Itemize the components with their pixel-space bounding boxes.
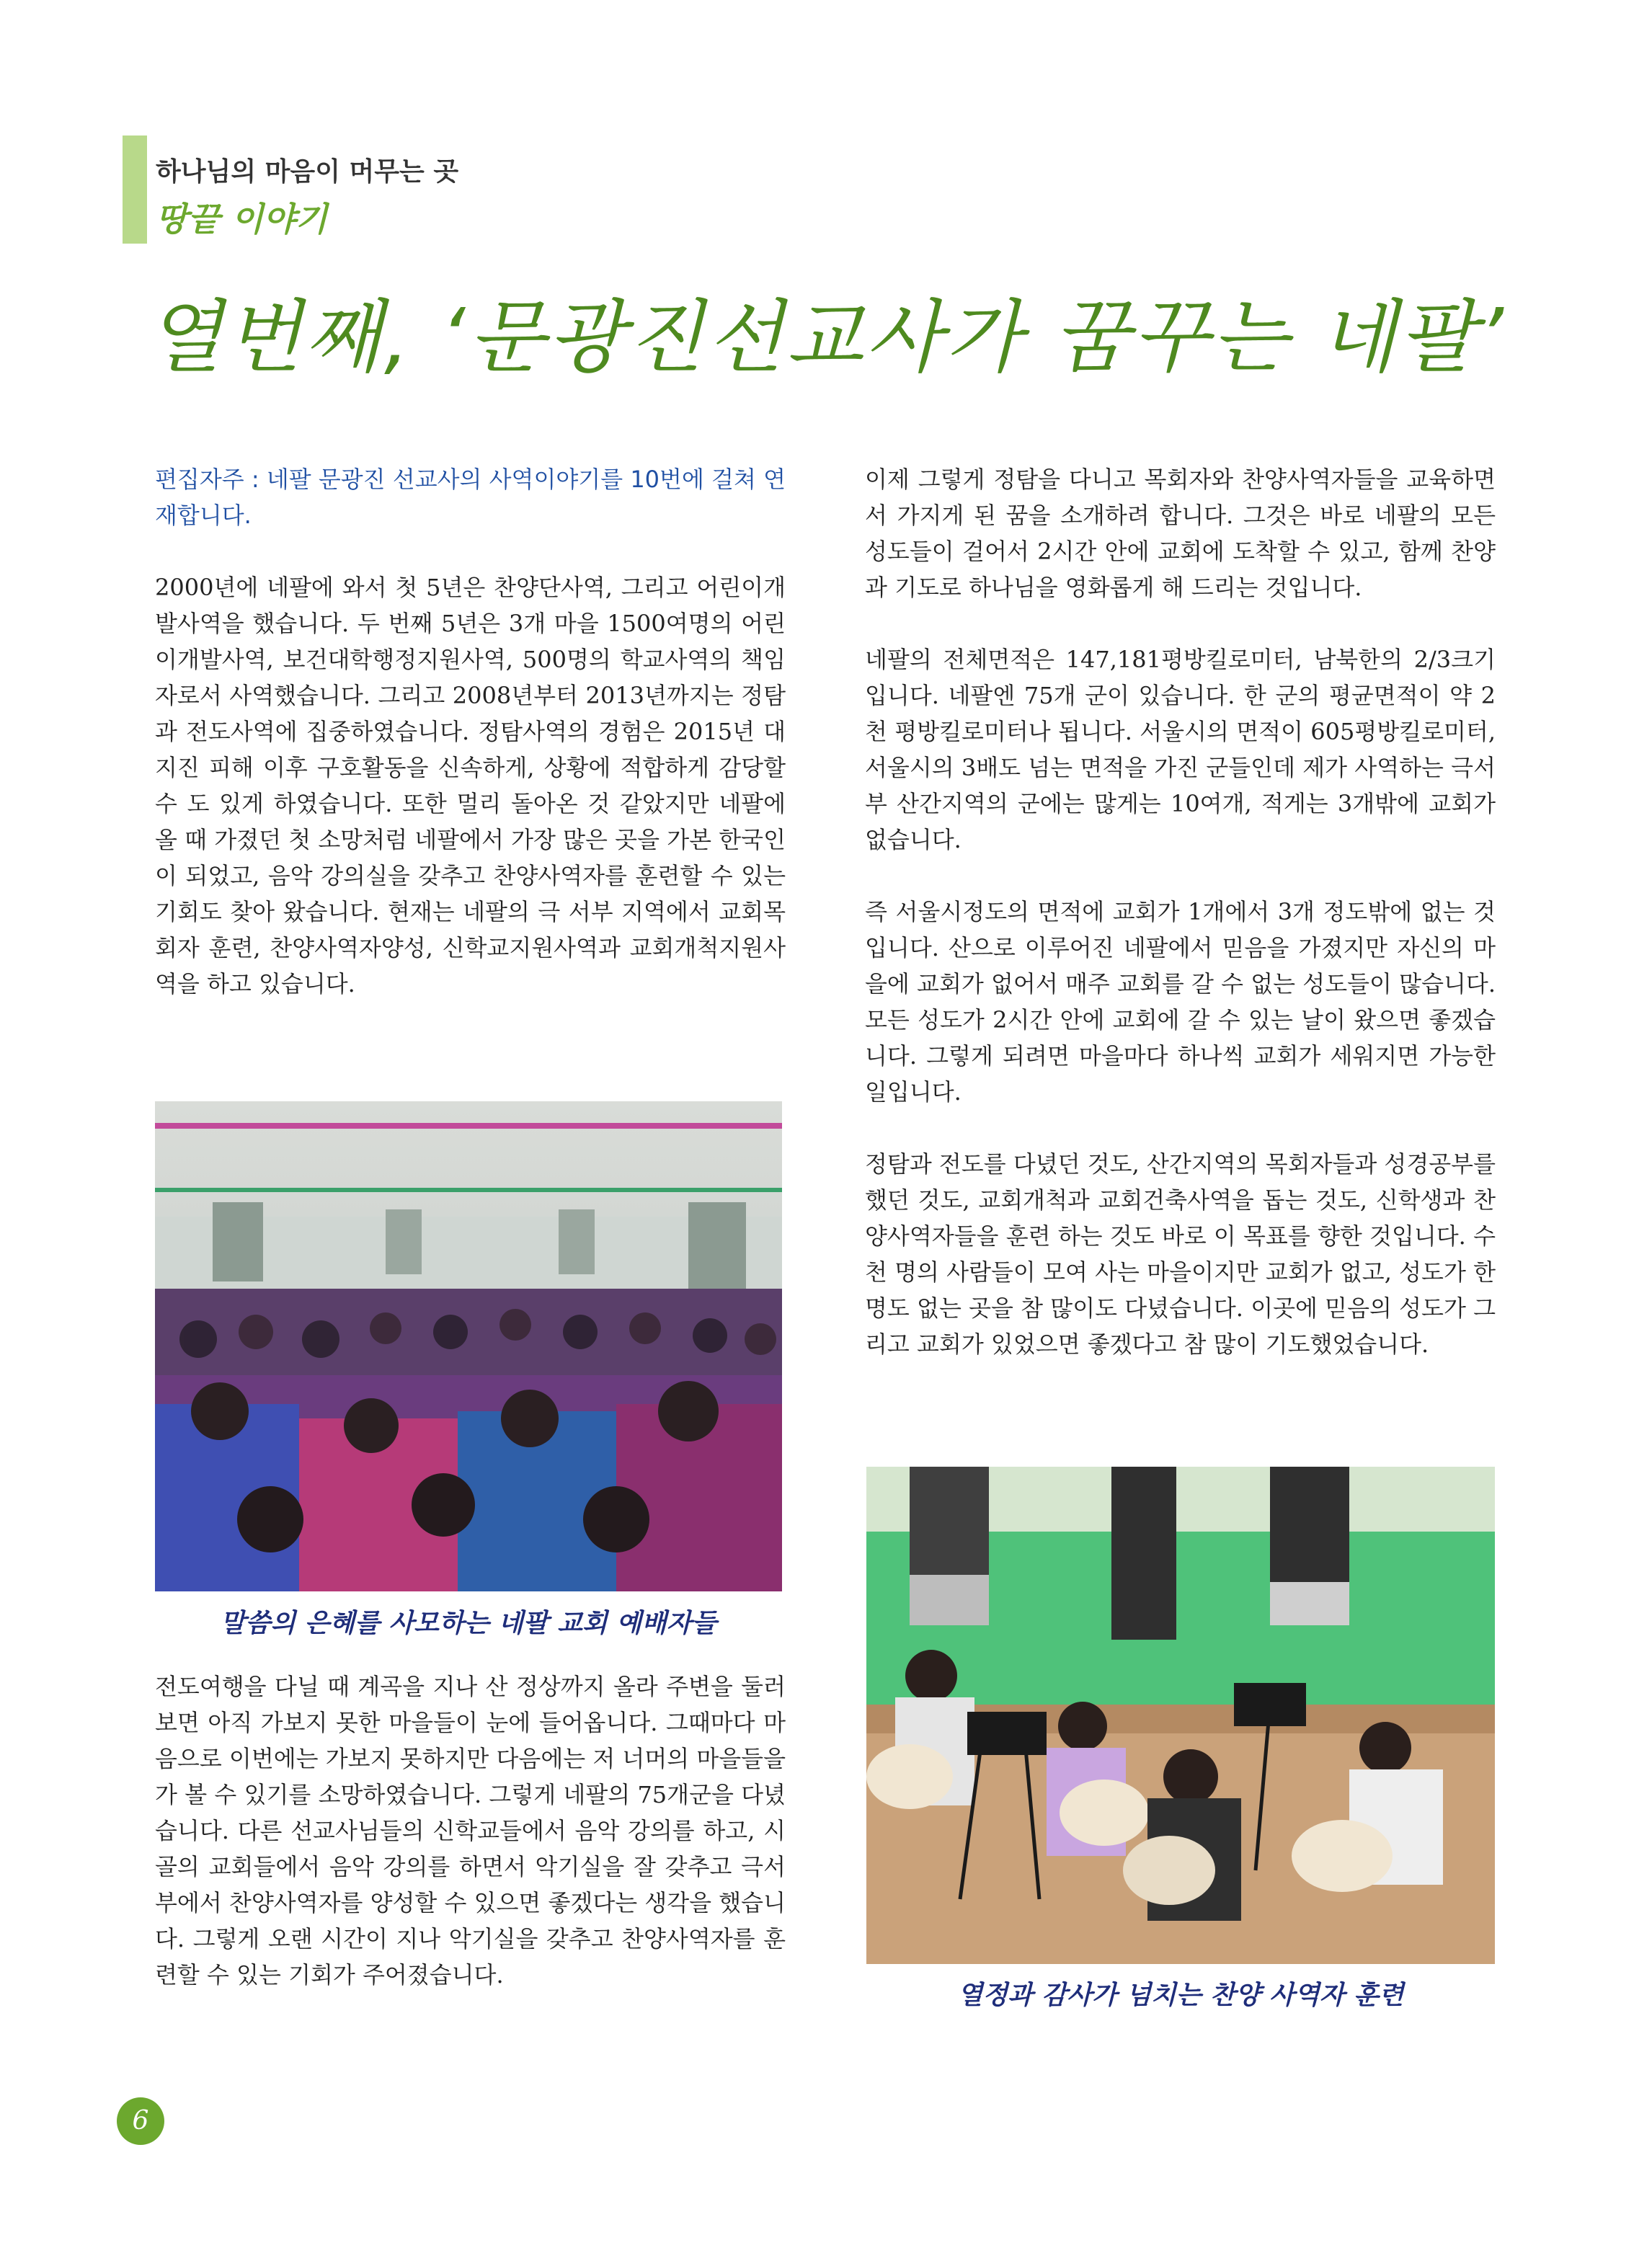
paragraph: 이제 그렇게 정탐을 다니고 목회자와 찬양사역자들을 교육하면서 가지게 된 꿈을 소개하려 합니다. 그것은 바로 네팔의 모든 성도들이 걸어서 2시간 안에 교회에 도착할 수 있고, 함께 찬양과 기도로 하나님을 영화롭게 해 드리는 것입니다.	[865, 466, 1496, 601]
right-column	[865, 461, 1496, 1398]
article-title: 열번째, ‘문광진선교사가 꿈꾸는 네팔’	[146, 291, 1506, 383]
left-column-top	[155, 461, 786, 1038]
right-photo-caption: 열정과 감사가 넘치는 찬양 사역자 훈련	[957, 1981, 1404, 2010]
section-accent-bar	[123, 135, 147, 244]
paragraph: 즉 서울시정도의 면적에 교회가 1개에서 3개 정도밖에 없는 것입니다. 산으로 이루어진 네팔에서 믿음을 가졌지만 자신의 마을에 교회가 없어서 매주 교회를 갈 수 없는 성도들이 많습니다. 모든 성도가 2시간 안에 교회에 갈 수 있는 날이 왔으면 좋겠습니다. 그렇게 되려면 마을마다 하나씩 교회가 세워지면 가능한 일입니다.	[865, 898, 1496, 1106]
editor-note: 편집자주 : 네팔 문광진 선교사의 사역이야기를 10번에 걸쳐 연재합니다.	[155, 466, 786, 529]
paragraph: 정탐과 전도를 다녔던 것도, 산간지역의 목회자들과 성경공부를 했던 것도, 교회개척과 교회건축사역을 돕는 것도, 신학생과 찬양사역자들을 훈련 하는 것도 바로 이 목표를 향한 것입니다. 수 천 명의 사람들이 모여 사는 마을이지만 교회가 없고, 성도가 한 명도 없는 곳을 참 많이도 다녔습니다. 이곳에 믿음의 성도가 그리고 교회가 있었으면 좋겠다고 참 많이 기도했었습니다.	[865, 1150, 1496, 1358]
left-column-bottom	[155, 1669, 786, 2029]
paragraph: 2000년에 네팔에 와서 첫 5년은 찬양단사역, 그리고 어린이개발사역을 했습니다. 두 번째 5년은 3개 마을 1500여명의 어린이개발사역, 보건대학행정지원사역, 500명의 학교사역의 책임자로서 사역했습니다. 그리고 2008년부터 2013년까지는 정탐과 전도사역에 집중하였습니다. 정탐사역의 경험은 2015년 대지진 피해 이후 구호활동을 신속하게, 상황에 적합하게 감당할 수 도 있게 하였습니다. 또한 멀리 돌아온 것 같았지만 네팔에 올 때 가졌던 첫 소망처럼 네팔에서 가장 많은 곳을 가본 한국인이 되었고, 음악 강의실을 갖추고 찬양사역자를 훈련할 수 있는 기회도 찾아 왔습니다. 현재는 네팔의 극 서부 지역에서 교회목회자 훈련, 찬양사역자양성, 신학교지원사역과 교회개척지원사역을 하고 있습니다.	[155, 574, 786, 998]
section-name: 땅끝 이야기	[156, 200, 328, 239]
page-number: 6	[117, 2097, 164, 2145]
worship-congregation-photo	[155, 1101, 782, 1591]
paragraph: 전도여행을 다닐 때 계곡을 지나 산 정상까지 올라 주변을 둘러보면 아직 가보지 못한 마을들이 눈에 들어옵니다. 그때마다 마음으로 이번에는 가보지 못하지만 다음에는 저 너머의 마을들을 가 볼 수 있기를 소망하였습니다. 그렇게 네팔의 75개군을 다녔습니다. 다른 선교사님들의 신학교들에서 음악 강의를 하고, 시골의 교회들에서 음악 강의를 하면서 악기실을 잘 갖추고 극서부에서 찬양사역자를 양성할 수 있으면 좋겠다는 생각을 했습니다. 그렇게 오랜 시간이 지나 악기실을 갖추고 찬양사역자를 훈련할 수 있는 기회가 주어졌습니다.	[155, 1673, 786, 1989]
left-photo-caption: 말씀의 은혜를 사모하는 네팔 교회 예배자들	[220, 1609, 717, 1638]
section-subtitle: 하나님의 마음이 머무는 곳	[156, 157, 459, 187]
paragraph: 네팔의 전체면적은 147,181평방킬로미터, 남북한의 2/3크기입니다. 네팔엔 75개 군이 있습니다. 한 군의 평균면적이 약 2천 평방킬로미터나 됩니다. 서울시의 면적이 605평방킬로미터, 서울시의 3배도 넘는 면적을 가진 군들인데 제가 사역하는 극서부 산간지역의 군에는 많게는 10여개, 적게는 3개밖에 교회가 없습니다.	[865, 646, 1496, 853]
guitar-training-photo	[866, 1467, 1495, 1964]
